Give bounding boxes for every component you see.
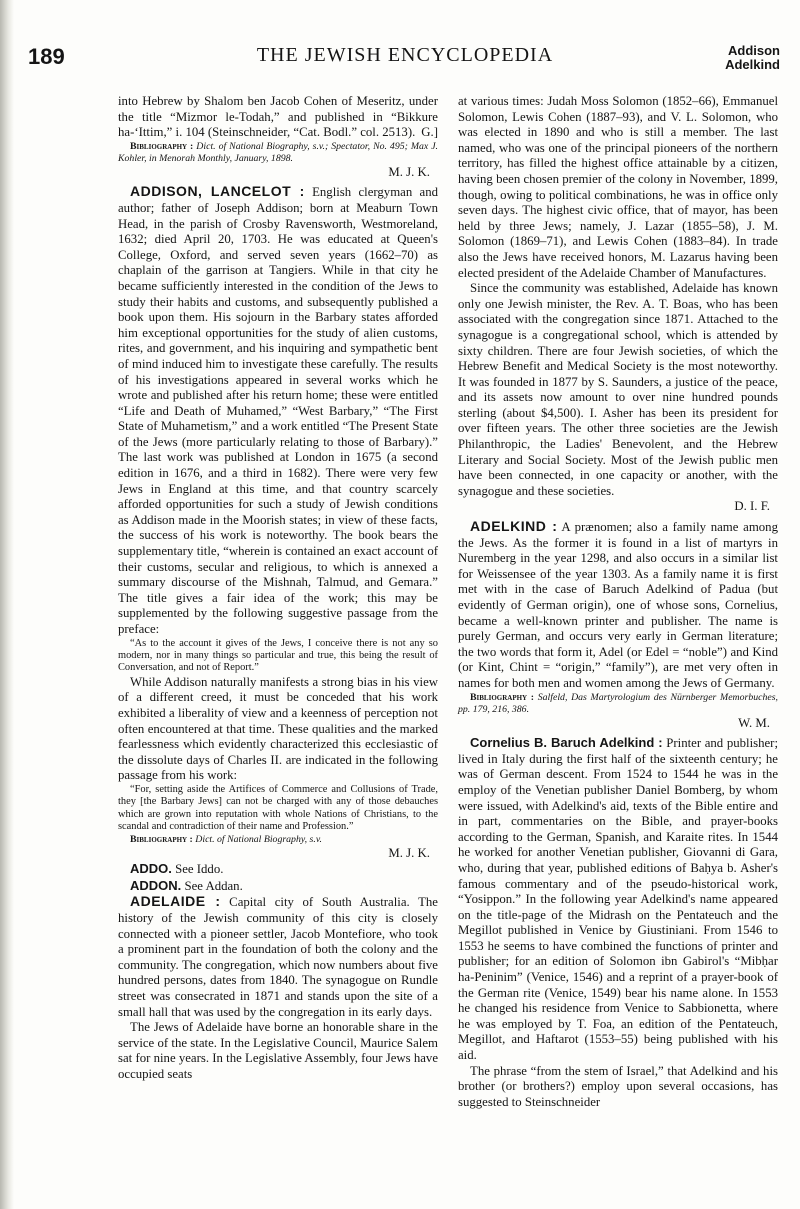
page-number: 189: [28, 44, 65, 69]
quotation: “For, setting aside the Artifices of Commerce and Collusions of Trade, they [the Barbary Jews] can not be charged with any of those debauches which are grown into reputation with whole Nations of Christians, to the scandal and contradiction of their name and Profession.”: [118, 783, 438, 833]
paragraph: The Jews of Adelaide have borne an honorable share in the service of the state. In the Legislative Council, Maurice Salem sat for nine years. In the Legislative Assembly, four Jews have occupied seats: [118, 1020, 438, 1081]
paragraph: at various times: Judah Moss Solomon (1852–66), Emmanuel Solomon, Lewis Cohen (1887–93), and V. L. Solomon, who was elected in 1890 and who is still a member. The last named, who was one of the principal pioneers of the northern territory, has filled the highest office attainable by a citizen, having been chosen premier of the colony in November, 1899, though, owing to political combinations, he was in office only seven days. The highest civic office, that of mayor, has been held by three Jews; namely, J. Lazar (1855–58), J. M. Solomon (1869–71), and Lewis Cohen (1883–84). In trade also the Jews have received honors, M. Lazarus having been elected president of the Adelaide Chamber of Manufactures.: [458, 94, 778, 280]
running-title: THE JEWISH ENCYCLOPEDIA: [256, 44, 554, 66]
author-signature: M. J. K.: [388, 845, 430, 860]
guide-word-top: Addison: [728, 43, 780, 58]
paragraph: While Addison naturally manifests a strong bias in his view of a different creed, it must be conceded that his work exhibited a liberality of view and a keenness of perception not often encountered at that time. These qualities and the marked fearlessness which evidently characterized this ecclesiastic of the dissolute days of Charles II. are indicated in the following passage from his work:: [118, 674, 438, 783]
author-signature: W. M.: [738, 715, 770, 730]
bibliography: Bibliography : Dict. of National Biography, s.v.: [130, 833, 322, 845]
guide-word-bottom: Adelkind: [725, 57, 780, 72]
entry-adelaide: ADELAIDE : Capital city of South Australia. The history of the Jewish community of this city is closely connected with a pioneer settler, Jacob Montefiore, who took a prominent part in the foundation of both the colony and the community. The congregation, which now numbers about five hundred persons, dates from 1840. The synagogue on Rundle street was consecrated in 1871 and stands upon the site of a small hall that was used by the congregation in its early days.: [118, 893, 438, 1019]
page-edge-shadow: [0, 0, 14, 1209]
author-signature: M. J. K.: [388, 164, 430, 179]
bibliography: Bibliography : Dict. of National Biography, s.v.; Spectator, No. 495; Max J. Kohler, in Menorah Monthly, January, 1898.: [118, 140, 439, 164]
paragraph: into Hebrew by Shalom ben Jacob Cohen of Meseritz, under the title “Mizmor le-Todah,” and published in “Bikkure ha-‘Ittim,” i. 104 (Steinschneider, “Cat. Bodl.” col. 2513). G.]: [118, 94, 438, 140]
text-columns: [118, 94, 778, 1194]
entry-adelkind: ADELKIND : A prænomen; also a family name among the Jews. As the former it is found in a list of martyrs in Nuremberg in the year 1298, and also occurs in a similar list for Weissensee of the year 1303. As a family name it is first met with in the case of Baruch Adelkind of Padua (but evidently of German origin), one of whose sons, Cornelius, became a well-known printer and publisher. The name is purely German, and occurs very early in German literature; the two words that form it, Adel (or Edel = “noble”) and Kind (or Kint, Chint = “origin,” “family”), are met very often in names for both men and women among the Jews of Germany.: [458, 518, 778, 690]
entry-addison: ADDISON, LANCELOT : English clergyman and author; father of Joseph Addison; born at Meaburn Town Head, in the parish of Crosby Ravensworth, Westmoreland, 1632; died April 20, 1703. He was educated at Queen's College, Oxford, and served seven years (1662–70) as chaplain of the garrison at Tangiers. While in that city he became sufficiently interested in the condition of the Jews to study their habits and customs, and subsequently published a book upon them. His sojourn in the Barbary states afforded him exceptional opportunities for the study of alien customs, rites, and government, and his inquiring and sympathetic bent of mind induced him to investigate these carefully. The results of his investigations appeared in several works which he wrote and published after his return home; these were entitled “Life and Death of Muhamed,” “West Barbary,” “The First State of Muhametism,” and a work entitled “The Present State of the Jews (more particularly relating to those of Barbary).” The last work was published at London in 1675 (a second edition in 1676, and a third in 1682). There were very few Jews in England at this time, and that country scarcely afforded opportunities for such a study of Jewish conditions as Addison made in the Moorish states; in view of these facts, the success of his work is noteworthy. The book bears the supplementary title, “wherein is contained an exact account of their customs, secular and religious, to which is annexed a summary discourse of the Mishnah, Talmud, and Gemara.” The title gives a fair idea of the work; this may be supplemented by the following suggestive passage from the preface:: [118, 183, 438, 636]
quotation: “As to the account it gives of the Jews, I conceive there is not any so modern, nor in many things so particular and true, this being the result of Conversation, and not of Report.”: [118, 637, 438, 674]
bibliography: Bibliography : Salfeld, Das Martyrologium des Nürnberger Memorbuches, pp. 179, 216, 386.: [458, 691, 778, 715]
paragraph: Since the community was established, Adelaide has known only one Jewish minister, the Rev. A. T. Boas, who has been associated with the congregation since 1871. Attached to the synagogue is a congregational school, which is attended by sixty children. There are four Jewish societies, of which the Hebrew Benefit and Medical Society is the most noteworthy. It was founded in 1877 by S. Saunders, a justice of the peace, and its assets now amount to over nine hundred pounds sterling (about $4,500). I. Asher has been its president for over fifteen years. The other three societies are the Jewish Philanthropic, the Ladies' Benevolent, and the Hebrew Literary and Social Society. Most of the Jewish public men have been connected, in one capacity or another, with the synagogue and these societies.: [458, 281, 778, 498]
author-signature: D. I. F.: [734, 499, 770, 514]
entry-cornelius: Cornelius B. Baruch Adelkind : Printer and publisher; lived in Italy during the first half of the sixteenth century; he was of German descent. From 1524 to 1544 he was in the employ of the Venetian publisher Daniel Bomberg, by whom were issued, with Adelkind's aid, texts of the Bible entire and in part, commentaries on the Bible, and prayer-books according to the German, Spanish, and Karaite rites. In 1544 he worked for another Venetian publisher, Giovanni di Gara, who, during that year, published editions of Baḥya b. Asher's famous commentary and of the pseudo-historical work, “Yosippon.” In the following year Adelkind's name appeared on the title-page of the Midrash on the Pentateuch and the Megillot published in Venice by Giustiniani. From 1546 to 1553 he seems to have combined the functions of printer and publisher; for an edition of Solomon ibn Gabirol's “Mibḥar ha-Peninim” (Venice, 1546) and a reprint of a prayer-book of the German rite (Venice, 1549) bear his name alone. In 1553 he changed his residence from Venice to Sabbionetta, where he was employed by T. Foa, an edition of the Pentateuch, Megillot, and Haftarot (1553–55) being published with his aid.: [458, 735, 778, 1063]
entry-headword: ADDISON, LANCELOT :: [130, 183, 305, 200]
entry-addo: ADDO. See Iddo.: [130, 861, 224, 877]
left-column: [118, 94, 438, 1194]
entry-addon: ADDON. See Addan.: [130, 877, 243, 893]
guide-words: [725, 44, 780, 72]
paragraph: The phrase “from the stem of Israel,” that Adelkind and his brother (or brothers?) employ upon several occasions, has suggested to Steinschneider: [458, 1063, 778, 1109]
page-header: [20, 44, 790, 84]
right-column: [458, 94, 778, 1194]
